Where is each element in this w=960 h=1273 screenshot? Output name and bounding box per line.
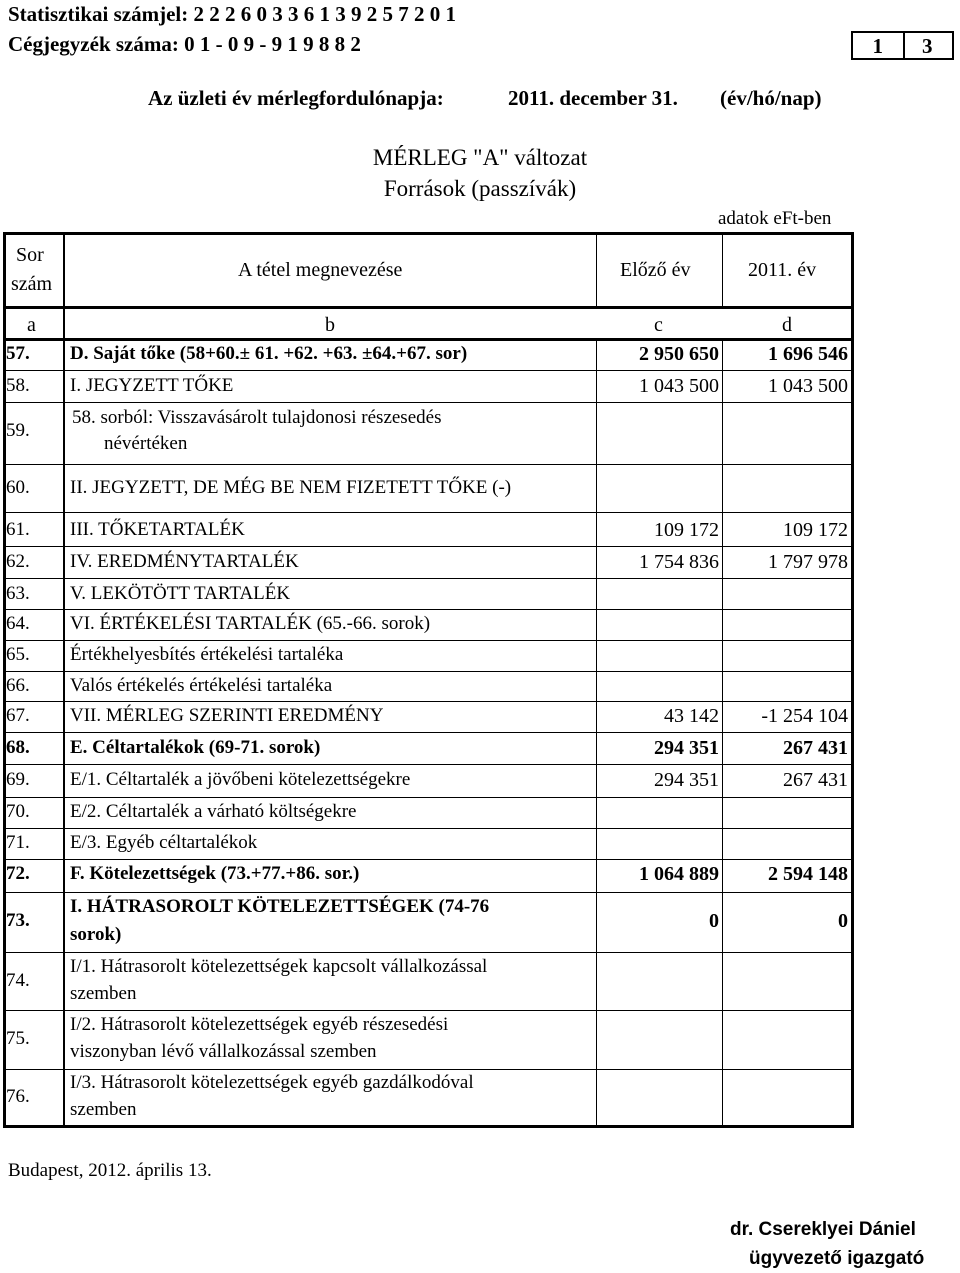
header-rule (3, 306, 854, 309)
row-current-year-value: 0 (838, 910, 848, 932)
balance-date-label: Az üzleti év mérlegfordulónapja: (148, 86, 444, 110)
col-header-prev-year: Előző év (620, 259, 691, 281)
row-number: 57. (6, 343, 30, 364)
row-label-continued: névértéken (104, 433, 188, 454)
row-current-year-value: -1 254 104 (761, 705, 848, 727)
row-label: E. Céltartalékok (69-71. sorok) (70, 737, 321, 758)
row-label-continued: szemben (70, 983, 137, 1004)
row-label: V. LEKÖTÖTT TARTALÉK (70, 583, 291, 604)
row-number: 69. (6, 769, 30, 790)
row-current-year-value: 2 594 148 (768, 863, 848, 885)
row-prev-year-value: 2 950 650 (639, 343, 719, 365)
row-number: 63. (6, 583, 30, 604)
row-prev-year-value: 0 (709, 910, 719, 932)
row-label: I. JEGYZETT TŐKE (70, 375, 234, 396)
row-number: 62. (6, 551, 30, 572)
row-label: II. JEGYZETT, DE MÉG BE NEM FIZETETT TŐKE (-) (70, 477, 512, 498)
row-number: 71. (6, 832, 30, 853)
row-number: 67. (6, 705, 30, 726)
col-letter-c: c (654, 314, 663, 336)
row-prev-year-value: 1 754 836 (639, 551, 719, 573)
col-divider-sor (63, 234, 65, 1128)
row-current-year-value: 267 431 (783, 769, 848, 791)
date-format: (év/hó/nap) (720, 86, 822, 110)
row-label: E/1. Céltartalék a jövőbeni kötelezettségekre (70, 769, 411, 790)
row-label-continued: szemben (70, 1099, 137, 1120)
col-letter-a: a (27, 314, 36, 336)
row-current-year-value: 1 696 546 (768, 343, 848, 365)
row-label: 58. sorból: Visszavásárolt tulajdonosi részesedés (72, 407, 442, 428)
row-label: Értékhelyesbítés értékelési tartaléka (70, 644, 344, 665)
row-number: 65. (6, 644, 30, 665)
row-label: I/1. Hátrasorolt kötelezettségek kapcsolt vállalkozással (70, 956, 488, 977)
balance-title: MÉRLEG "A" változat (372, 145, 588, 170)
row-number: 61. (6, 519, 30, 540)
col-letter-b: b (325, 314, 335, 336)
row-number: 58. (6, 375, 30, 396)
row-prev-year-value: 43 142 (664, 705, 719, 727)
col-divider-header-c (596, 234, 597, 308)
statistical-number: Statisztikai számjel: 2 2 2 6 0 3 3 6 1 3 9 2 5 7 2 0 1 (8, 2, 456, 26)
row-current-year-value: 109 172 (783, 519, 848, 541)
col-letter-d: d (782, 314, 792, 336)
row-label: D. Saját tőke (58+60.± 61. +62. +63. ±64.+67. sor) (70, 343, 468, 364)
row-label: I/3. Hátrasorolt kötelezettségek egyéb gazdálkodóval (70, 1072, 474, 1093)
row-number: 72. (6, 863, 30, 884)
row-label: I. HÁTRASOROLT KÖTELEZETTSÉGEK (74-76 (70, 896, 490, 917)
signer-title: ügyvezető igazgató (749, 1248, 925, 1269)
col-header-current-year: 2011. év (748, 259, 817, 281)
row-number: 59. (6, 420, 30, 441)
box-digit-2: 3 (922, 34, 933, 58)
row-prev-year-value: 294 351 (654, 737, 719, 759)
row-number: 66. (6, 675, 30, 696)
row-label: F. Kötelezettségek (73.+77.+86. sor.) (70, 863, 360, 884)
row-label-continued: sorok) (70, 924, 122, 945)
registry-number: Cégjegyzék száma: 0 1 - 0 9 - 9 1 9 8 8 2 (8, 32, 361, 56)
units-label: adatok eFt-ben (718, 208, 832, 229)
row-label: III. TŐKETARTALÉK (70, 519, 245, 540)
row-number: 60. (6, 477, 30, 498)
row-label: E/2. Céltartalék a várható költségekre (70, 801, 357, 822)
row-number: 73. (6, 910, 30, 931)
row-prev-year-value: 294 351 (654, 769, 719, 791)
row-number: 74. (6, 970, 30, 991)
row-label: I/2. Hátrasorolt kötelezettségek egyéb részesedési (70, 1014, 449, 1035)
col-header-sor: Sor (16, 244, 44, 266)
place-date: Budapest, 2012. április 13. (8, 1160, 212, 1181)
row-number: 64. (6, 613, 30, 634)
balance-date-value: 2011. december 31. (508, 86, 678, 110)
row-label: E/3. Egyéb céltartalékok (70, 832, 258, 853)
row-current-year-value: 1 043 500 (768, 375, 848, 397)
row-label: Valós értékelés értékelési tartaléka (70, 675, 333, 696)
row-number: 70. (6, 801, 30, 822)
row-current-year-value: 267 431 (783, 737, 848, 759)
balance-subtitle: Források (passzívák) (383, 176, 577, 201)
row-current-year-value: 1 797 978 (768, 551, 848, 573)
col-header-name: A tétel megnevezése (238, 259, 403, 281)
col-header-szam: szám (11, 273, 53, 295)
page-number-box (851, 31, 954, 60)
row-label-continued: viszonyban lévő vállalkozással szemben (70, 1041, 377, 1062)
signer-name: dr. Csereklyei Dániel (730, 1219, 916, 1240)
box-digit-1: 1 (853, 33, 905, 58)
row-number: 76. (6, 1086, 30, 1107)
letters-rule (3, 338, 854, 341)
row-label: VI. ÉRTÉKELÉSI TARTALÉK (65.-66. sorok) (70, 613, 431, 634)
row-number: 75. (6, 1028, 30, 1049)
row-label: IV. EREDMÉNYTARTALÉK (70, 551, 299, 572)
row-prev-year-value: 1 064 889 (639, 863, 719, 885)
row-prev-year-value: 109 172 (654, 519, 719, 541)
row-label: VII. MÉRLEG SZERINTI EREDMÉNY (70, 705, 384, 726)
row-number: 68. (6, 737, 30, 758)
col-divider-header-d (722, 234, 723, 308)
row-prev-year-value: 1 043 500 (639, 375, 719, 397)
